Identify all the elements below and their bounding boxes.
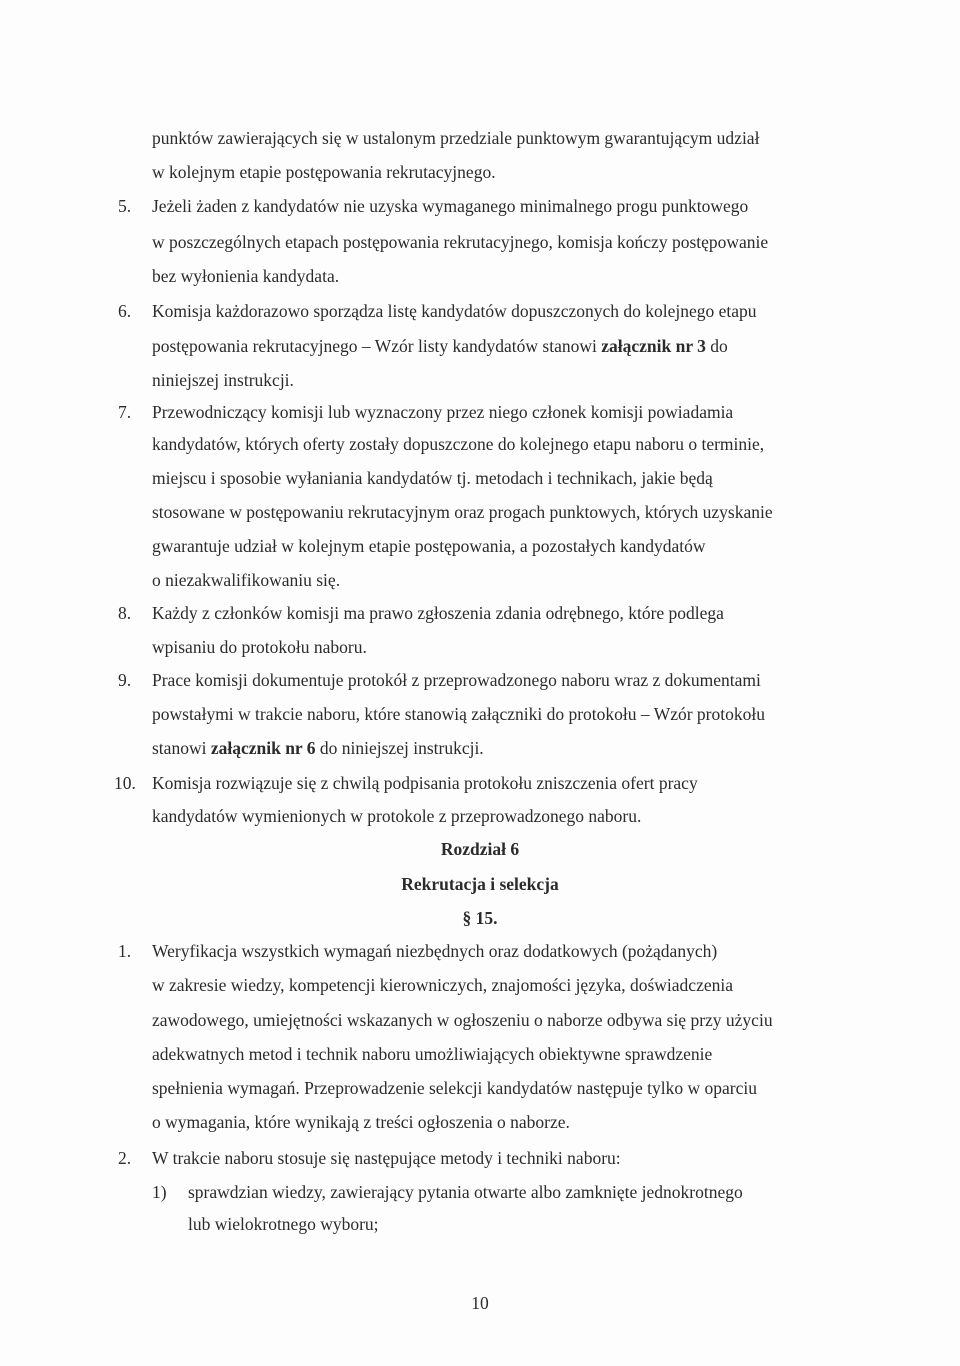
section-number: § 15. — [462, 908, 498, 928]
item-7-line-1: Przewodniczący komisji lub wyznaczony przez niego członek komisji powiadamia — [152, 402, 734, 422]
item-6-line-2-text: postępowania rekrutacyjnego – Wzór listy kandydatów stanowi — [152, 336, 597, 356]
s2-sub1-line-1: sprawdzian wiedzy, zawierający pytania otwarte albo zamknięte jednokrotnego — [188, 1182, 743, 1202]
item-7-line-5: gwarantuje udział w kolejnym etapie postępowania, a pozostałych kandydatów — [152, 536, 706, 556]
s1-line-3: zawodowego, umiejętności wskazanych w ogłoszeniu o naborze odbywa się przy użyciu — [152, 1010, 773, 1030]
s1-line-4: adekwatnych metod i technik naboru umożliwiających obiektywne sprawdzenie — [152, 1044, 713, 1064]
item-5-line-2: w poszczególnych etapach postępowania rekrutacyjnego, komisja kończy postępowanie — [152, 232, 769, 252]
item-8-line-1: Każdy z członków komisji ma prawo zgłoszenia zdania odrębnego, które podlega — [152, 603, 724, 623]
s2-sub1-line-2: lub wielokrotnego wyboru; — [188, 1214, 379, 1234]
item-10-line-2: kandydatów wymienionych w protokole z przeprowadzonego naboru. — [152, 806, 642, 826]
item-6-line-2-end: do — [710, 336, 728, 356]
chapter-subtitle: Rekrutacja i selekcja — [401, 874, 559, 894]
s2-line-1: W trakcie naboru stosuje się następujące metody i techniki naboru: — [152, 1148, 621, 1168]
item-5-number: 5. — [118, 196, 132, 216]
item-5-line-3: bez wyłonienia kandydata. — [152, 266, 340, 286]
intro-line-2: w kolejnym etapie postępowania rekrutacyjnego. — [152, 162, 496, 182]
attachment-6-reference: załącznik nr 6 — [210, 738, 316, 758]
s1-line-1: Weryfikacja wszystkich wymagań niezbędnych oraz dodatkowych (pożądanych) — [152, 941, 718, 961]
intro-line-1: punktów zawierających się w ustalonym przedziale punktowym gwarantującym udział — [152, 128, 760, 148]
item-7-number: 7. — [118, 402, 132, 422]
item-7-line-3: miejscu i sposobie wyłaniania kandydatów tj. metodach i technikach, jakie będą — [152, 468, 713, 488]
item-6-line-1: Komisja każdorazowo sporządza listę kandydatów dopuszczonych do kolejnego etapu — [152, 301, 757, 321]
item-9-number: 9. — [118, 670, 132, 690]
item-9-line-1: Prace komisji dokumentuje protokół z przeprowadzonego naboru wraz z dokumentami — [152, 670, 761, 690]
item-7-line-4: stosowane w postępowaniu rekrutacyjnym oraz progach punktowych, których uzyskanie — [152, 502, 773, 522]
item-8-number: 8. — [118, 603, 132, 623]
s1-line-6: o wymagania, które wynikają z treści ogłoszenia o naborze. — [152, 1112, 570, 1132]
item-10-line-1: Komisja rozwiązuje się z chwilą podpisania protokołu zniszczenia ofert pracy — [152, 773, 698, 793]
s1-number: 1. — [118, 941, 132, 961]
item-8-line-2: wpisaniu do protokołu naboru. — [152, 637, 367, 657]
attachment-3-reference: załącznik nr 3 — [601, 336, 706, 356]
item-5-line-1: Jeżeli żaden z kandydatów nie uzyska wymaganego minimalnego progu punktowego — [152, 196, 749, 216]
item-9-line-2: powstałymi w trakcie naboru, które stanowią załączniki do protokołu – Wzór protokołu — [152, 704, 765, 724]
item-9-line-3-end: do niniejszej instrukcji. — [319, 738, 484, 758]
s1-line-2: w zakresie wiedzy, kompetencji kierowniczych, znajomości języka, doświadczenia — [152, 975, 733, 995]
s2-number: 2. — [118, 1148, 132, 1168]
item-9-line-3-text: stanowi — [152, 738, 207, 758]
item-6-number: 6. — [118, 301, 132, 321]
item-6-line-3: niniejszej instrukcji. — [152, 370, 294, 390]
s1-line-5: spełnienia wymagań. Przeprowadzenie selekcji kandydatów następuje tylko w oparciu — [152, 1078, 758, 1098]
item-10-number: 10. — [114, 773, 136, 793]
item-9-line-3 — [152, 740, 484, 758]
item-6-line-2 — [152, 338, 728, 356]
item-7-line-2: kandydatów, których oferty zostały dopuszczone do kolejnego etapu naboru o terminie, — [152, 434, 765, 454]
page-number: 10 — [471, 1293, 489, 1313]
s2-sub1-number: 1) — [152, 1182, 167, 1202]
item-7-line-6: o niezakwalifikowaniu się. — [152, 570, 341, 590]
chapter-title: Rozdział 6 — [440, 839, 520, 859]
